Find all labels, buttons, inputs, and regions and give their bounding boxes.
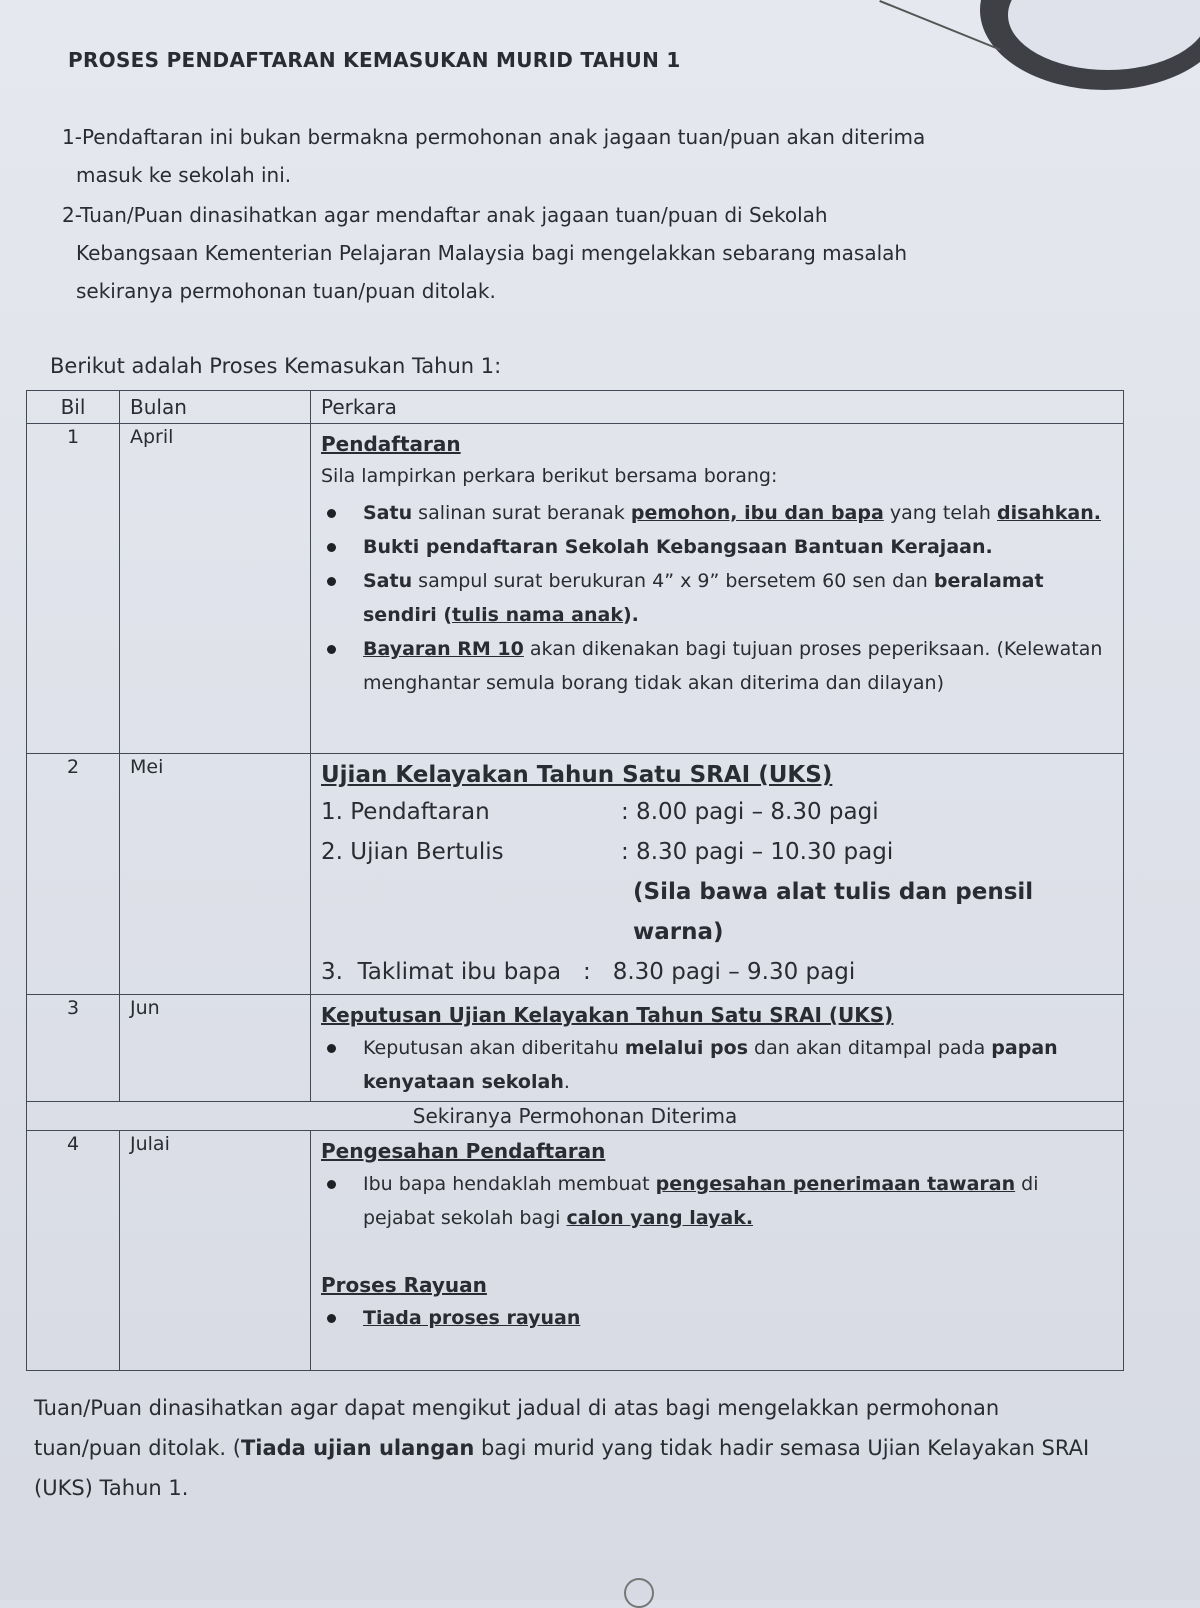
header-perkara: Perkara <box>311 391 1124 424</box>
note-1-line2: masuk ke sekolah ini. <box>76 163 292 187</box>
row4-heading: Pengesahan Pendaftaran <box>321 1139 606 1163</box>
list-item: Ibu bapa hendaklah membuat pengesahan penerimaan tawaran di pejabat sekolah bagi calon yang layak. <box>363 1167 1113 1235</box>
footer-text: Tuan/Puan dinasihatkan agar dapat mengikut jadual di atas bagi mengelakkan permohonan tuan/puan ditolak. ( <box>34 1396 1000 1460</box>
note-2-line1: 2-Tuan/Puan dinasihatkan agar mendaftar anak jagaan tuan/puan di Sekolah <box>62 203 828 227</box>
document-title: PROSES PENDAFTARAN KEMASUKAN MURID TAHUN 1 <box>68 48 681 72</box>
row1-list <box>321 496 1113 700</box>
note-1-line1: 1-Pendaftaran ini bukan bermakna permohonan anak jagaan tuan/puan akan diterima <box>62 125 926 149</box>
schedule-item: 3. Taklimat ibu bapa : 8.30 pagi – 9.30 pagi <box>321 959 856 985</box>
row4-list <box>321 1167 1113 1235</box>
process-table <box>26 390 1124 1371</box>
row4-list-2 <box>321 1301 1113 1335</box>
header-bil: Bil <box>27 391 120 424</box>
list-item: Satu salinan surat beranak pemohon, ibu dan bapa yang telah disahkan. <box>363 496 1113 530</box>
footer-text-2: bagi murid yang tidak hadir semasa Ujian Kelayakan SRAI (UKS) Tahun 1. <box>34 1436 1090 1500</box>
row4-bulan: Julai <box>120 1131 311 1371</box>
note-2-line3: sekiranya permohonan tuan/puan ditolak. <box>76 279 496 303</box>
row2-perkara <box>311 754 1124 995</box>
schedule-time: : 8.30 pagi – 10.30 pagi <box>621 839 894 865</box>
note-1 <box>62 118 1102 194</box>
row2-bil: 2 <box>27 754 120 995</box>
header-bulan: Bulan <box>120 391 311 424</box>
list-item: Keputusan akan diberitahu melalui pos dan akan ditampal pada papan kenyataan sekolah. <box>363 1031 1113 1099</box>
list-item: Tiada proses rayuan <box>363 1301 1113 1335</box>
note-2-line2: Kebangsaan Kementerian Pelajaran Malaysia bagi mengelakkan sebarang masalah <box>76 241 908 265</box>
row2-heading: Ujian Kelayakan Tahun Satu SRAI (UKS) <box>321 762 833 788</box>
table-row <box>27 1102 1124 1131</box>
row3-list <box>321 1031 1113 1099</box>
row3-bil: 3 <box>27 995 120 1102</box>
row1-lead: Sila lampirkan perkara berikut bersama borang: <box>321 465 778 487</box>
row1-bulan: April <box>120 424 311 754</box>
logo-mark <box>980 0 1200 90</box>
list-item: Bukti pendaftaran Sekolah Kebangsaan Bantuan Kerajaan. <box>363 530 1113 564</box>
schedule-time: : 8.00 pagi – 8.30 pagi <box>621 799 879 825</box>
row1-perkara <box>311 424 1124 754</box>
table-header-row <box>27 391 1124 424</box>
row1-heading: Pendaftaran <box>321 432 461 456</box>
note-2 <box>62 196 1102 310</box>
table-row <box>27 754 1124 995</box>
footer-note <box>34 1388 1094 1508</box>
schedule-label: 2. Ujian Bertulis <box>321 839 504 865</box>
row4-perkara <box>311 1131 1124 1371</box>
schedule-label: 1. Pendaftaran <box>321 799 490 825</box>
table-row <box>27 995 1124 1102</box>
footer-bold: Tiada ujian ulangan <box>240 1436 475 1460</box>
row3-perkara <box>311 995 1124 1102</box>
table-row <box>27 1131 1124 1371</box>
row2-schedule <box>321 792 1113 992</box>
row2-bulan: Mei <box>120 754 311 995</box>
separator-row: Sekiranya Permohonan Diterima <box>27 1102 1124 1131</box>
table-row <box>27 424 1124 754</box>
row4-bil: 4 <box>27 1131 120 1371</box>
list-item: Bayaran RM 10 akan dikenakan bagi tujuan proses peperiksaan. (Kelewatan menghantar semula borang tidak akan diterima dan dilayan) <box>363 632 1113 700</box>
row3-heading: Keputusan Ujian Kelayakan Tahun Satu SRAI (UKS) <box>321 1003 894 1027</box>
page-mark-icon <box>624 1578 654 1608</box>
row1-bil: 1 <box>27 424 120 754</box>
row3-bulan: Jun <box>120 995 311 1102</box>
table-intro: Berikut adalah Proses Kemasukan Tahun 1: <box>50 354 502 378</box>
list-item: Satu sampul surat berukuran 4” x 9” bersetem 60 sen dan beralamat sendiri (tulis nama anak). <box>363 564 1113 632</box>
row4-heading-2: Proses Rayuan <box>321 1273 487 1297</box>
schedule-note: (Sila bawa alat tulis dan pensil warna) <box>633 879 1034 945</box>
